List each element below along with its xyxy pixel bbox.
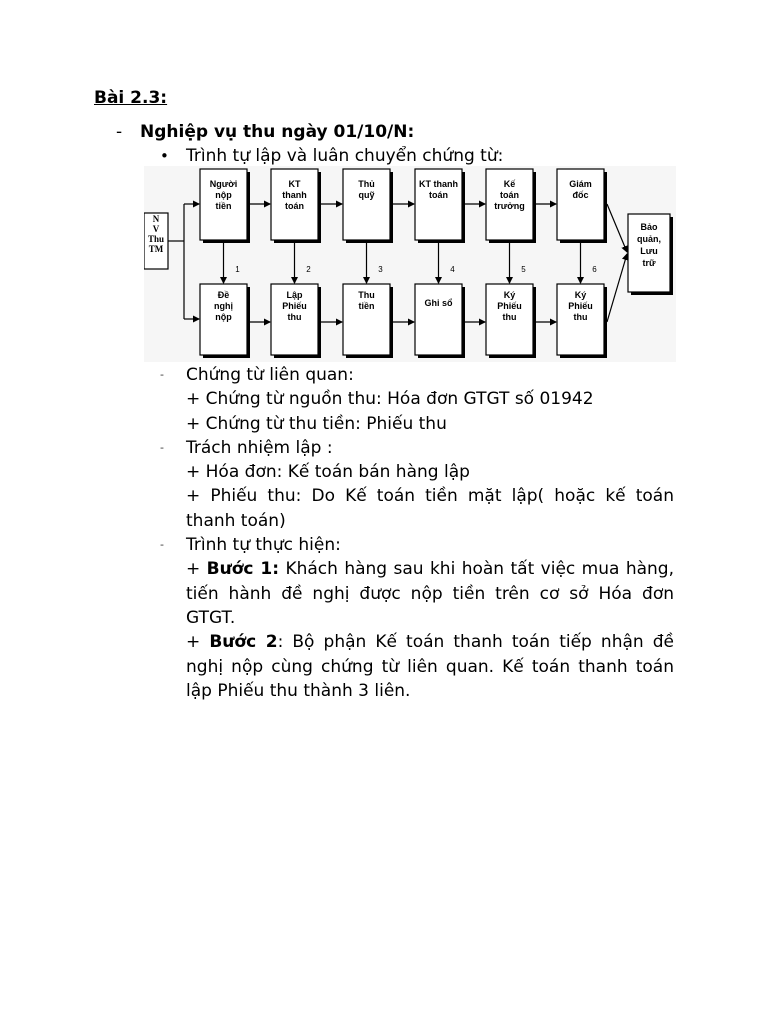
bullet-icon: • — [160, 147, 169, 165]
step-prefix: + — [186, 632, 210, 653]
side-label-text: N — [152, 214, 160, 224]
flow-box-label: Phiếu — [282, 301, 307, 311]
end-box-label: Lưu — [640, 246, 658, 256]
step-number: 3 — [378, 265, 383, 274]
step-number: 1 — [235, 265, 240, 274]
item-dash: - — [160, 440, 164, 454]
flow-box-label: nộp — [215, 190, 232, 200]
flow-box-label: Ghi sổ — [424, 298, 453, 308]
section-title: Nghiệp vụ thu ngày 01/10/N: — [140, 122, 415, 142]
item-line: + Chứng từ nguồn thu: Hóa đơn GTGT số 01942 — [186, 389, 594, 410]
list-item-related-documents — [160, 363, 674, 387]
step-number: 6 — [592, 265, 597, 274]
flow-box-label: thu — [287, 312, 302, 322]
step-title: Bước 2 — [209, 632, 278, 653]
side-label-text: TM — [148, 244, 164, 254]
flow-box-label: Ký — [574, 290, 587, 300]
flow-box-label: Ký — [503, 290, 516, 300]
flow-box-label: Phiếu — [497, 301, 522, 311]
item-label: Trình tự thực hiện: — [186, 535, 341, 556]
flow-box-label: thu — [573, 312, 588, 322]
step-number: 5 — [521, 265, 526, 274]
step-prefix: + — [186, 559, 207, 580]
end-box-label: Bảo — [640, 222, 658, 232]
item-line: + Phiếu thu: Do Kế toán tiền mặt lập( hoặc kế toán thanh toán) — [186, 486, 674, 531]
flow-box-label: Đề — [217, 290, 230, 300]
bullet-text: Trình tự lập và luân chuyển chứng từ: — [186, 146, 504, 166]
flow-box-label: Thu — [358, 290, 375, 300]
end-box-label: trữ — [642, 258, 656, 268]
section-dash: - — [116, 122, 123, 142]
step-text: : Bộ phận Kế toán thanh toán tiếp nhận đề nghị nộp cùng chứng từ liên quan. Kế toán thanh toán lập Phiếu thu thành 3 liên. — [186, 632, 674, 701]
document-flow-diagram — [144, 166, 676, 362]
step-title: Bước 1: — [206, 559, 280, 580]
flow-box-label: KT thanh — [419, 179, 458, 189]
step-number: 2 — [306, 265, 311, 274]
step-number: 4 — [450, 265, 455, 274]
flow-box-label: Lập — [286, 290, 303, 300]
exercise-heading: Bài 2.3: — [94, 88, 168, 108]
flow-box-label: Phiếu — [568, 301, 593, 311]
item-label: Trách nhiệm lập : — [186, 437, 333, 458]
flow-box-label: nghị — [214, 301, 233, 311]
flow-box-label: Kế — [503, 179, 516, 189]
arrow — [607, 204, 627, 252]
arrow — [607, 254, 627, 322]
item-line: + Hóa đơn: Kế toán bán hàng lập — [186, 462, 470, 483]
flow-box-label: KT — [288, 179, 301, 189]
flow-box-label: tiền — [358, 301, 375, 311]
item-dash: - — [160, 538, 164, 552]
flow-box-label: thu — [502, 312, 517, 322]
item-label: Chứng từ liên quan: — [186, 365, 354, 385]
flow-box-label: tiền — [215, 201, 232, 211]
flow-box-label: quỹ — [358, 190, 375, 200]
list-item-procedure — [160, 533, 674, 557]
flow-box-label: thanh — [282, 190, 307, 200]
item-dash: - — [160, 368, 164, 381]
body-text — [160, 363, 674, 703]
flow-box-label: toán — [285, 201, 304, 211]
procedure-step-1 — [160, 557, 674, 630]
section-title-row — [116, 120, 414, 144]
flow-box-label: Giám — [569, 179, 592, 189]
flow-box-label: Người — [209, 179, 238, 189]
side-label-text: Thu — [147, 234, 165, 244]
flow-box-label: nộp — [215, 312, 232, 322]
flow-box-label: toán — [429, 190, 448, 200]
list-item-responsibility — [160, 436, 674, 460]
procedure-step-2 — [160, 630, 674, 703]
flow-box-label: trưởng — [494, 201, 525, 211]
side-label-text: V — [152, 224, 160, 234]
item-line: + Chứng từ thu tiền: Phiếu thu — [186, 413, 447, 434]
flow-box-bottom — [415, 284, 462, 355]
flow-box-label: toán — [500, 190, 519, 200]
bullet-row — [160, 144, 503, 168]
end-box-label: quản, — [637, 234, 661, 244]
flow-box-label: đốc — [572, 190, 589, 200]
flow-box-label: Thủ — [358, 179, 375, 189]
step-text: Khách hàng sau khi hoàn tất việc mua hàng, tiến hành đề nghị được nộp tiền trên cơ sở Hóa đơn GTGT. — [186, 559, 674, 628]
